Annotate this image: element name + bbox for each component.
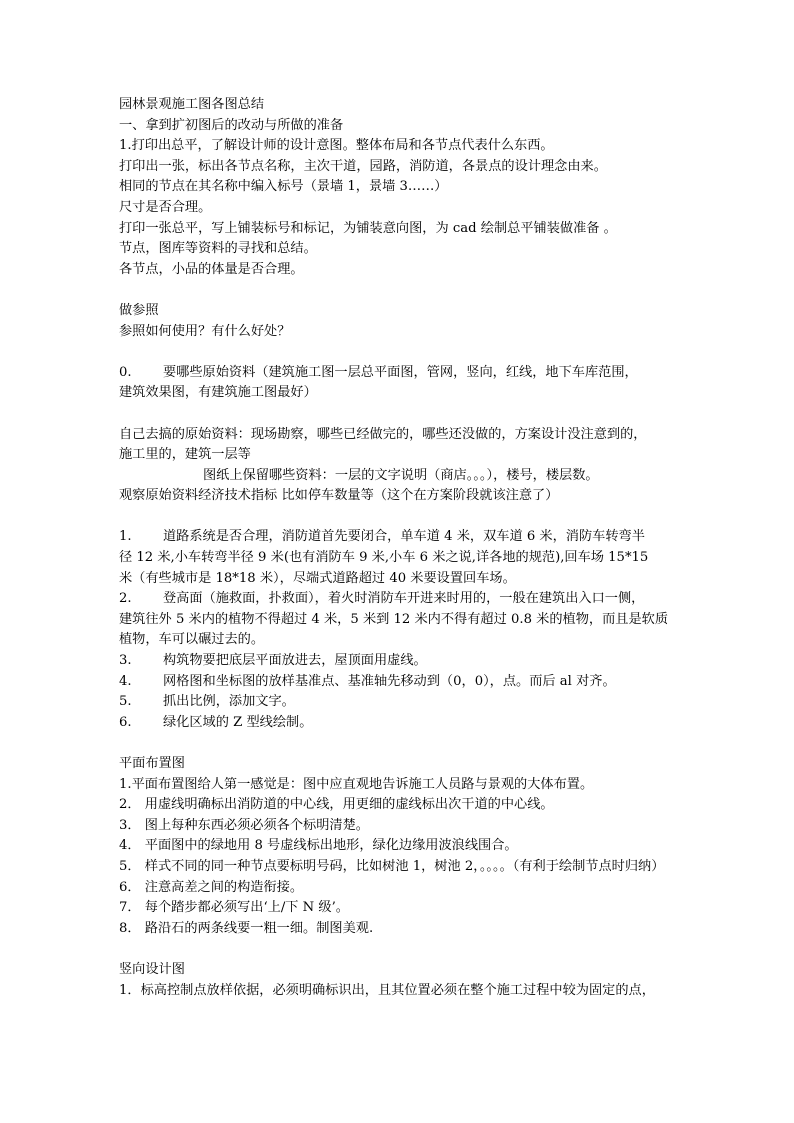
list-item-continuation: 建筑往外 5 米内的植物不得超过 4 米，5 米到 12 米内不得有超过 0.8 米的植物，而且是软质 [119,611,669,627]
list-item [119,363,679,384]
section-heading: 竖向设计图 [119,961,185,977]
paragraph-line: 观察原始资料经济技术指标 比如停车数量等（这个在方案阶段就该注意了） [119,488,559,504]
spacer [119,280,679,301]
list-text: 绿化区域的 Z 型线绘制。 [163,714,313,730]
list-number: 3. [119,653,132,669]
document-title: 园林景观施工图各图总结 [119,97,265,112]
list-item: 8． 路沿石的两条线要一粗一细。制图美观. [119,920,374,936]
list-item [119,589,679,610]
list-number: 4. [119,673,132,689]
list-number: 1. [119,529,132,545]
paragraph-line: 各节点，小品的体量是否合理。 [119,261,304,277]
list-item: 7． 每个踏步都必须写出‘上/下 N 级’。 [119,900,349,916]
spacer [119,342,679,363]
list-item [119,713,679,734]
list-item: 3． 图上每种东西必须必须各个标明清楚。 [119,817,369,833]
list-text: 构筑物要把底层平面放进去，屋顶面用虚线。 [163,653,427,669]
paragraph-line: 施工里的，建筑一层等 [119,447,251,463]
paragraph-line: 打印出一张，标出各节点名称，主次干道，园路，消防道，各景点的设计理念由来。 [119,158,607,174]
paragraph-line: 参照如何使用？有什么好处？ [119,323,291,339]
spacer [119,939,679,960]
list-item: 1．标高控制点放样依据，必须明确标识出，且其位置必须在整个施工过程中较为固定的点， [119,982,655,998]
list-item [119,672,679,693]
paragraph-line: 图纸上保留哪些资料：一层的文字说明（商店。。。），楼号，楼层数。 [203,467,599,483]
list-item: 6． 注意高差之间的构造衔接。 [119,879,304,895]
paragraph-line: 节点，图库等资料的寻找和总结。 [119,241,317,257]
list-number: 5. [119,694,132,710]
list-item-continuation: 植物，车可以碾过去的。 [119,632,265,648]
document-body [119,95,679,1001]
paragraph-line: 相同的节点在其名称中编入标号（景墙 1，景墙 3……） [119,179,448,195]
spacer [119,507,679,528]
spacer [119,733,679,754]
list-item-continuation: 径 12 米,小车转弯半径 9 米(也有消防车 9 米,小车 6 米之说,详各地的规范),回车场 15*15 [119,550,649,566]
spacer [119,404,679,425]
list-item [119,527,679,548]
list-item-continuation: 建筑效果图，有建筑施工图最好） [119,385,317,401]
list-item: 5． 样式不同的同一种节点要标明号码，比如树池 1，树池 2，。。。。（有利于绘制节点时归纳） [119,858,665,874]
paragraph-line: 1.打印出总平，了解设计师的设计意图。整体布局和各节点代表什么东西。 [119,138,554,154]
list-item [119,692,679,713]
list-text: 网格图和坐标图的放样基准点、基准轴先移动到（0，0），点。而后 al 对齐。 [163,673,616,689]
list-number: 0. [119,364,132,380]
list-item: 2． 用虚线明确标出消防道的中心线，用更细的虚线标出次干道的中心线。 [119,797,554,813]
list-item [119,651,679,672]
list-text: 要哪些原始资料（建筑施工图一层总平面图，管网，竖向，红线，地下车库范围， [163,364,638,380]
paragraph-line: 自己去搞的原始资料：现场勘察，哪些已经做完的，哪些还没做的，方案设计没注意到的， [119,426,647,442]
list-text: 登高面（施救面，扑救面），着火时消防车开进来时用的，一般在建筑出入口一侧， [163,591,645,607]
list-text: 道路系统是否合理，消防道首先要闭合，单车道 4 米，双车道 6 米，消防车转弯半 [163,529,645,545]
list-text: 抓出比例，添加文字。 [163,694,295,710]
list-item: 4． 平面图中的绿地用 8 号虚线标出地形，绿化边缘用波浪线围合。 [119,838,518,854]
paragraph-line: 打印一张总平，写上铺装标号和标记，为铺装意向图，为 cad 绘制总平铺装做准备 。 [119,220,617,236]
section-heading: 平面布置图 [119,756,185,771]
list-item-continuation: 米（有些城市是 18*18 米），尽端式道路超过 40 米要设置回车场。 [119,570,516,586]
list-number: 6. [119,714,132,730]
paragraph-line: 尺寸是否合理。 [119,199,212,215]
section-heading: 做参照 [119,302,159,318]
paragraph-line: 1.平面布置图给人第一感觉是：图中应直观地告诉施工人员路与景观的大体布置。 [119,776,594,792]
section-heading: 一、拿到扩初图后的改动与所做的准备 [119,117,344,133]
list-number: 2. [119,591,132,607]
